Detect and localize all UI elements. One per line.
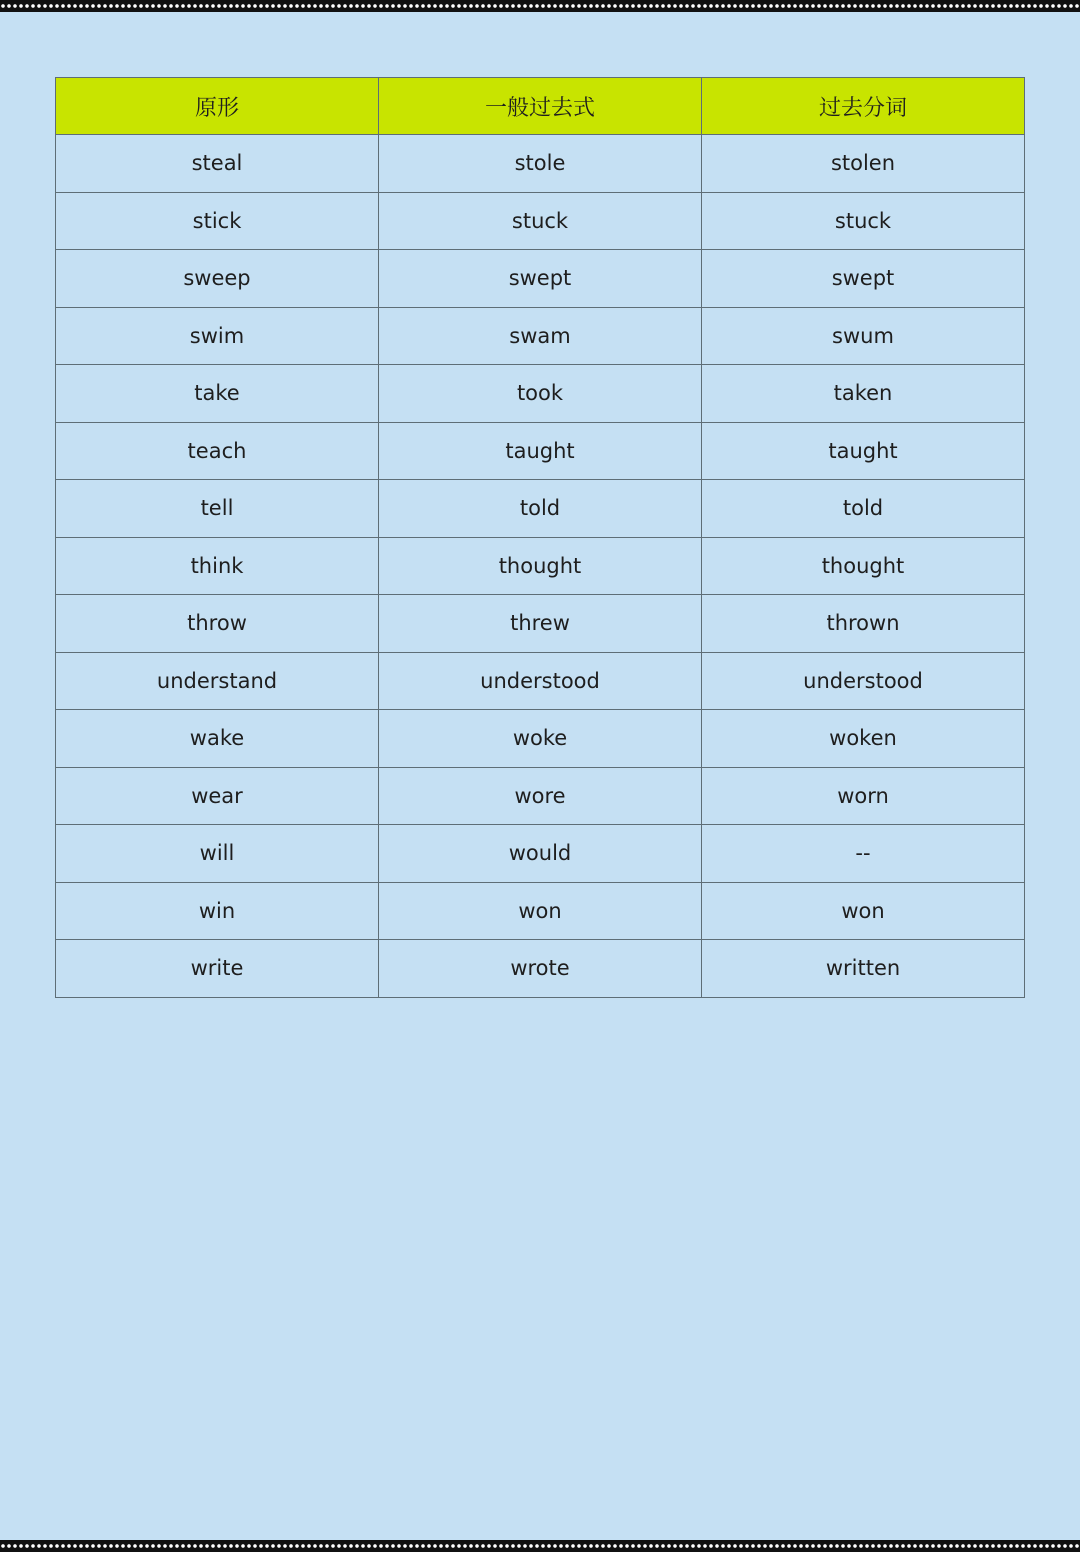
cell-past-tense: stuck (379, 192, 702, 250)
cell-past-participle: stolen (702, 135, 1025, 193)
bottom-dotted-border (0, 1540, 1080, 1552)
table-row (56, 652, 1025, 710)
cell-base-form: win (56, 882, 379, 940)
header-base-form: 原形 (56, 78, 379, 135)
cell-past-tense: wrote (379, 940, 702, 998)
cell-past-participle: thought (702, 537, 1025, 595)
cell-past-tense: took (379, 365, 702, 423)
table-row (56, 307, 1025, 365)
cell-past-tense: would (379, 825, 702, 883)
cell-base-form: wake (56, 710, 379, 768)
cell-past-tense: woke (379, 710, 702, 768)
cell-past-participle: stuck (702, 192, 1025, 250)
cell-base-form: sweep (56, 250, 379, 308)
cell-past-participle: won (702, 882, 1025, 940)
cell-base-form: take (56, 365, 379, 423)
cell-base-form: wear (56, 767, 379, 825)
cell-past-tense: swam (379, 307, 702, 365)
header-past-participle: 过去分词 (702, 78, 1025, 135)
cell-past-participle: thrown (702, 595, 1025, 653)
header-past-tense: 一般过去式 (379, 78, 702, 135)
cell-past-tense: stole (379, 135, 702, 193)
cell-past-participle: -- (702, 825, 1025, 883)
cell-past-participle: swum (702, 307, 1025, 365)
table-row (56, 537, 1025, 595)
irregular-verb-table (55, 77, 1025, 998)
cell-base-form: throw (56, 595, 379, 653)
cell-past-participle: woken (702, 710, 1025, 768)
table-row (56, 365, 1025, 423)
table-row (56, 767, 1025, 825)
table-row (56, 192, 1025, 250)
cell-base-form: swim (56, 307, 379, 365)
cell-past-tense: swept (379, 250, 702, 308)
cell-base-form: write (56, 940, 379, 998)
header-row (56, 78, 1025, 135)
cell-past-participle: written (702, 940, 1025, 998)
cell-past-tense: wore (379, 767, 702, 825)
table-row (56, 825, 1025, 883)
cell-base-form: steal (56, 135, 379, 193)
cell-past-tense: threw (379, 595, 702, 653)
cell-past-participle: swept (702, 250, 1025, 308)
cell-base-form: understand (56, 652, 379, 710)
cell-past-tense: taught (379, 422, 702, 480)
cell-past-participle: understood (702, 652, 1025, 710)
table-header (56, 78, 1025, 135)
cell-base-form: will (56, 825, 379, 883)
cell-past-participle: worn (702, 767, 1025, 825)
cell-base-form: teach (56, 422, 379, 480)
cell-base-form: tell (56, 480, 379, 538)
table-row (56, 135, 1025, 193)
cell-base-form: think (56, 537, 379, 595)
table-row (56, 710, 1025, 768)
table-row (56, 250, 1025, 308)
table-row (56, 940, 1025, 998)
cell-base-form: stick (56, 192, 379, 250)
top-dotted-border (0, 0, 1080, 12)
cell-past-participle: taught (702, 422, 1025, 480)
cell-past-tense: thought (379, 537, 702, 595)
table-row (56, 480, 1025, 538)
table-row (56, 882, 1025, 940)
cell-past-tense: won (379, 882, 702, 940)
table-row (56, 422, 1025, 480)
cell-past-participle: taken (702, 365, 1025, 423)
cell-past-participle: told (702, 480, 1025, 538)
table-body (56, 135, 1025, 998)
cell-past-tense: understood (379, 652, 702, 710)
cell-past-tense: told (379, 480, 702, 538)
table-row (56, 595, 1025, 653)
